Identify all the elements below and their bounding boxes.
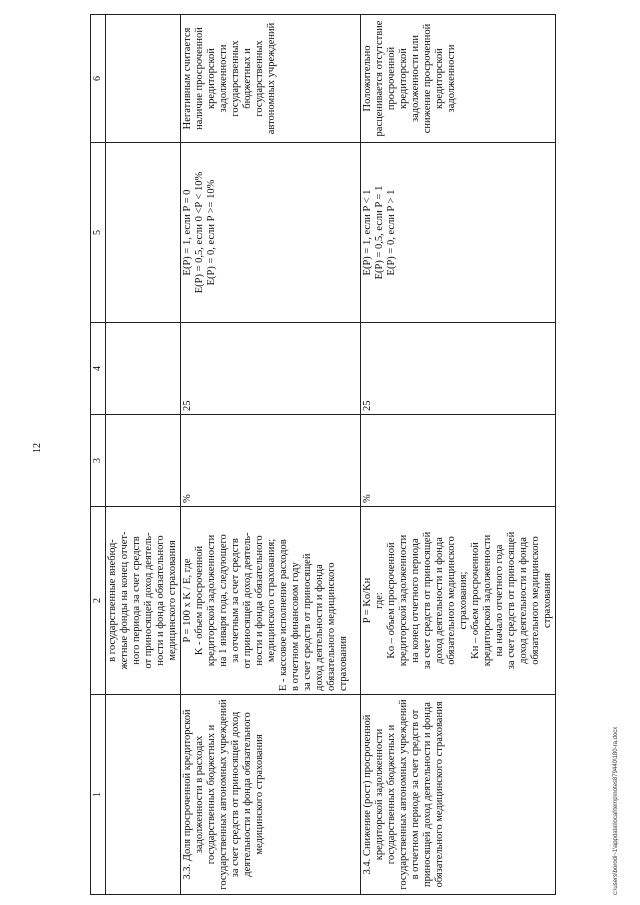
criteria-table — [90, 14, 556, 895]
note-cell: Негативным считается наличие просроченной кредиторской задолженности государственных бюджетных и государственных автономных учреждений — [181, 15, 361, 143]
unit-cell: % — [181, 415, 361, 507]
column-number-row — [91, 15, 106, 895]
weight-cell — [106, 323, 181, 415]
weight-cell: 25 — [181, 323, 361, 415]
table-row — [181, 15, 361, 895]
column-header: 6 — [91, 15, 106, 143]
column-header: 4 — [91, 323, 106, 415]
indicator-name-cell: 3.3. Доля просроченной кредиторской задолженности в расходах государственных бюджетных и государственных автономных учреждений за счет средств от приносящей доход деятельности и фонда обязательного медицинского страхования — [181, 695, 361, 895]
column-header: 1 — [91, 695, 106, 895]
method-cell: P = 100 x K / E, где K - объем просроченной кредиторской задолженности на 1 января года, следующего за отчетным за счет средств от приносящей доход деятель- ности и фонда обязательного медицинского страхования; E - кассовое исполнение расходов в отчетном финансовом году за счет средств от приносящей доход деятельности и фонда обязательного медицинского страхования — [181, 507, 361, 695]
page-number: 12 — [32, 443, 43, 453]
score-cell: E(P) = 1, если P < 1 E(P) = 0,5, если P = 1 E(P) = 0, если P > 1 — [361, 143, 556, 323]
method-cell: P = Ko/Kн где: Ko – объем просроченной кредиторской задолженности на конец отчетного периода за счет средств от приносящей доход деятельности и фонда обязательного медицинского страхования; Kн – объем просроченной кредиторской задолженности на начало отчетного года за счет средств от приносящей доход деятельности и фонда обязательного медицинского страхования — [361, 507, 556, 695]
unit-cell: % — [361, 415, 556, 507]
column-header: 2 — [91, 507, 106, 695]
column-header: 3 — [91, 415, 106, 507]
indicator-name-cell: 3.4. Снижение (рост) просроченной кредиторской задолженности государственных бюджетных и государственных автономных учреждений в отчетном периоде за счет средств от приносящей доход деятельности и фонда обязательного медицинского страхования — [361, 695, 556, 895]
weight-cell: 25 — [361, 323, 556, 415]
indicator-name-cell — [106, 695, 181, 895]
score-cell — [106, 143, 181, 323]
note-cell: Положительно расценивается отсутствие просроченной кредиторской задолженности или снижение просроченной кредиторской задолженности — [361, 15, 556, 143]
table-row — [361, 15, 556, 895]
file-path-footer: c:\users\borodi~1\appdata\local\temp\notes879440\180-ra.docx — [613, 726, 619, 895]
note-cell — [106, 15, 181, 143]
unit-cell — [106, 415, 181, 507]
score-cell: E(P) = 1, если P = 0 E(P) = 0,5, если 0 <P < 10% E(P) = 0, если P >= 10% — [181, 143, 361, 323]
method-cell: в государственные внебюд- жетные фонды на конец отчет- ного периода за счет средств от приносящей доход деятель- ности и фонда обязательного медицинского страхования — [106, 507, 181, 695]
table-row — [106, 15, 181, 895]
column-header: 5 — [91, 143, 106, 323]
